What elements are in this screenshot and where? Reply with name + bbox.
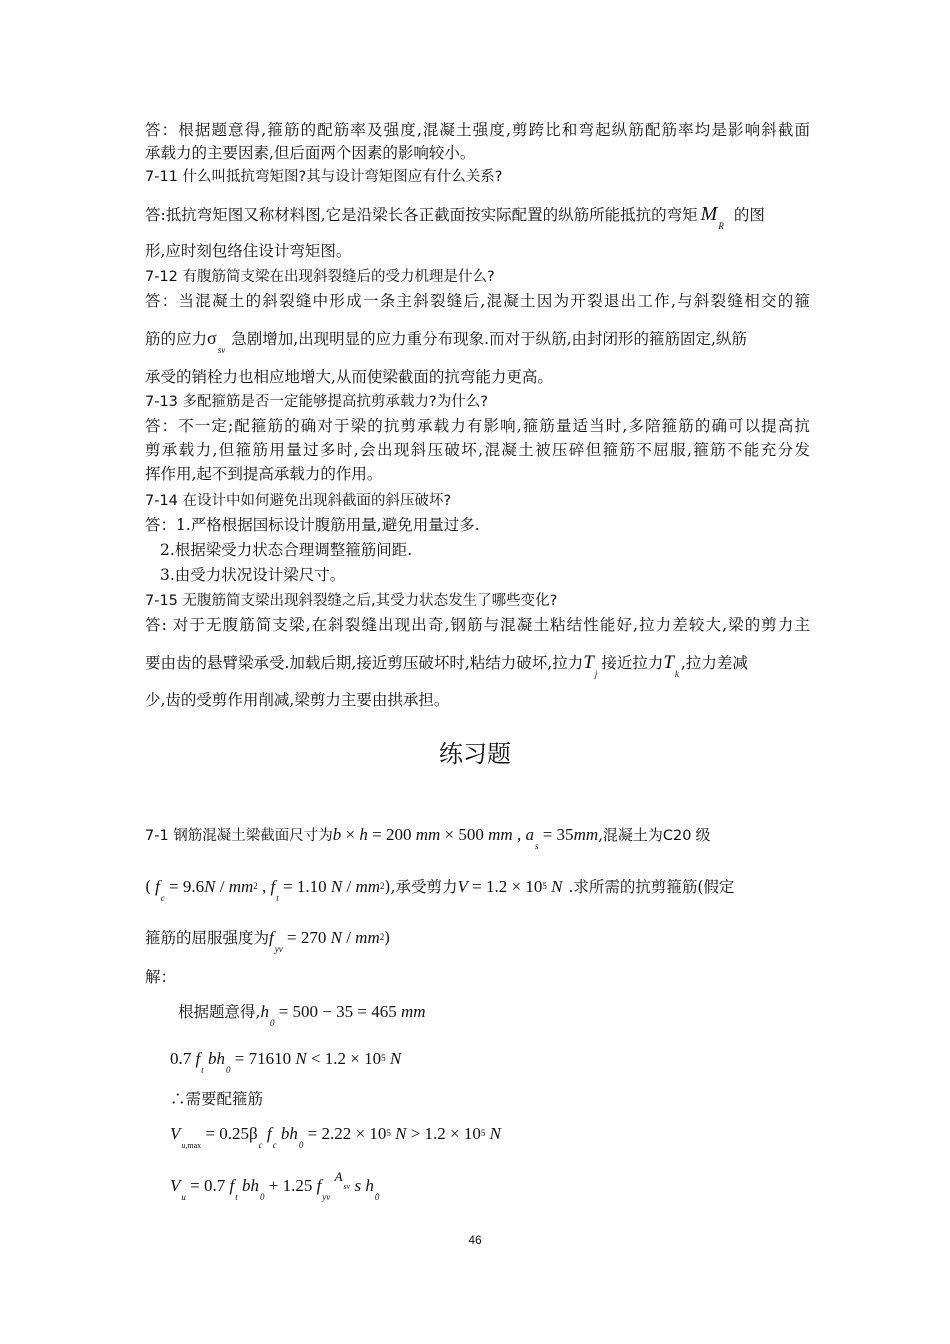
answer-text-end: ,拉力差减 bbox=[680, 654, 748, 672]
answer-text: 要由齿的悬臂梁承受.加载后期,接近剪压破坏时,粘结力破坏,拉力 bbox=[145, 654, 584, 672]
answer-7-12-line-1: 答：当混凝土的斜裂缝中形成一条主斜裂缝后,混凝土因为开裂退出工作,与斜裂缝相交的箍 bbox=[145, 292, 810, 310]
solution-text: 根据题意得, bbox=[178, 1003, 261, 1021]
answer-7-12-line-3: 承受的销栓力也相应地增大,从而使梁截面的抗弯能力更高。 bbox=[145, 368, 553, 386]
exercise-text: 级 bbox=[695, 826, 711, 844]
answer-7-10-line-1: 答：根据题意得,箍筋的配筋率及强度,混凝土强度,剪跨比和弯起纵筋配筋率均是影响斜截面 bbox=[145, 121, 810, 139]
question-7-14: 7-14 在设计中如何避免出现斜截面的斜压破坏? bbox=[145, 493, 452, 509]
exercise-7-1-line-1: 7-1 钢筋混凝土梁截面尺寸为b × h = 200 mm × 500 mm , $a_s = 35mm$,混凝土为C20 级 bbox=[145, 825, 711, 851]
exercise-text: 7-1 钢筋混凝土梁截面尺寸为 bbox=[145, 828, 333, 844]
solution-formula-3: $V_u = 0.7$ $f_t$ $bh_0 + 1.25$ $f_{yv}$ $^A$sv s $h_0$ bbox=[170, 1169, 380, 1202]
question-7-11: 7-11 什么叫抵抗弯矩图?其与设计弯矩图应有什么关系? bbox=[145, 169, 503, 185]
answer-text: 答:抵抗弯矩图又称材料图,它是沿梁长各正截面按实际配置的纵筋所能抵抗的弯矩 bbox=[145, 206, 698, 224]
answer-text-cont: 急剧增加,出现明显的应力重分布现象.而对于纵筋,由封闭形的箍筋固定,纵筋 bbox=[231, 330, 747, 348]
answer-7-11-line-2: 形,应时刻包络住设计弯矩图。 bbox=[145, 242, 352, 260]
exercise-7-1-line-2: ( $f_c = 9.6N / mm2$ , $f_t = 1.10$ N / mm2),承受剪力V = 1.2 × 105 N .求所需的抗剪箍筋(假定 bbox=[145, 877, 735, 903]
exercise-text: 箍筋的屈服强度为 bbox=[145, 929, 270, 947]
exercise-text: ),承受剪力 bbox=[384, 878, 458, 896]
question-7-13: 7-13 多配箍筋是否一定能够提高抗剪承载力?为什么? bbox=[145, 394, 488, 410]
answer-text-mid: 接近拉力 bbox=[601, 654, 664, 672]
question-7-12: 7-12 有腹筋简支梁在出现斜裂缝后的受力机理是什么? bbox=[145, 269, 495, 285]
answer-7-13-line-1: 答：不一定;配箍筋的确对于梁的抗剪承载力有影响,箍筋量适当时,多陪箍筋的确可以提高抗 bbox=[145, 417, 810, 435]
answer-7-15-line-3: 少,齿的受剪作用削减,梁剪力主要由拱承担。 bbox=[145, 691, 450, 709]
page-number: 46 bbox=[468, 1233, 482, 1247]
solution-formula-2: $V_{u,max} = 0.25\beta_c$ $f_c$ $bh_0 = 2.22 \times 105$ N > 1.2 × 105 N bbox=[170, 1124, 501, 1150]
answer-7-12-line-2: 筋的应力$\sigma_{sv}$急剧增加,出现明显的应力重分布现象.而对于纵筋,由封闭形的箍筋固定,纵筋 bbox=[145, 328, 747, 355]
answer-7-13-line-2: 剪承载力,但箍筋用量过多时,会出现斜压破坏,混凝土被压碎但箍筋不屈服,箍筋不能充分发 bbox=[145, 441, 810, 459]
question-7-15: 7-15 无腹筋简支梁出现斜裂缝之后,其受力状态发生了哪些变化? bbox=[145, 593, 558, 609]
answer-7-14-line-3: 3.由受力状况设计梁尺寸。 bbox=[160, 566, 346, 584]
solution-line-3: ∴需要配箍筋 bbox=[170, 1090, 264, 1108]
answer-7-15-line-1: 答: 对于无腹筋简支梁,在斜裂缝出现出奇,钢筋与混凝土粘结性能好,拉力差较大,梁的剪力主 bbox=[145, 616, 810, 634]
answer-7-14-line-2: 2.根据梁受力状态合理调整箍筋间距. bbox=[160, 541, 413, 559]
concrete-grade: C20 bbox=[662, 828, 692, 844]
answer-7-15-line-2: 要由齿的悬臂梁承受.加载后期,接近剪压破坏时,粘结力破坏,拉力$T_j$接近拉力$T_k$,拉力差减 bbox=[145, 652, 748, 679]
exercise-text: ( bbox=[145, 878, 152, 896]
answer-7-10-line-2: 承载力的主要因素,但后面两个因素的影响较小。 bbox=[145, 144, 476, 162]
exercise-text: .求所需的抗剪箍筋(假定 bbox=[568, 878, 735, 896]
section-title: 练习题 bbox=[439, 740, 511, 768]
solution-line-1: 根据题意得$,h_0 = 500 - 35 = 465$ mm bbox=[178, 1002, 426, 1028]
answer-7-11-line-1: 答:抵抗弯矩图又称材料图,它是沿梁长各正截面按实际配置的纵筋所能抵抗的弯矩 $M_R$的图 bbox=[145, 203, 765, 231]
answer-7-13-line-3: 挥作用,起不到提高承载力的作用。 bbox=[145, 465, 383, 483]
answer-text-end: 的图 bbox=[733, 206, 765, 224]
solution-formula-1: 0.7 $f_t$ $bh_0 = 71610$ N < 1.2 × 105 N bbox=[170, 1049, 402, 1075]
answer-7-14-line-1: 答：1.严格根据国标设计腹筋用量,避免用量过多. bbox=[145, 516, 480, 534]
solution-label: 解： bbox=[145, 968, 177, 986]
exercise-text: ) bbox=[384, 929, 391, 947]
exercise-text: ,混凝土为 bbox=[598, 826, 663, 844]
exercise-7-1-line-3: 箍筋的屈服强度为$f_{yv} = 270$ N / mm2) bbox=[145, 928, 391, 954]
answer-text: 筋的应力 bbox=[145, 330, 208, 348]
